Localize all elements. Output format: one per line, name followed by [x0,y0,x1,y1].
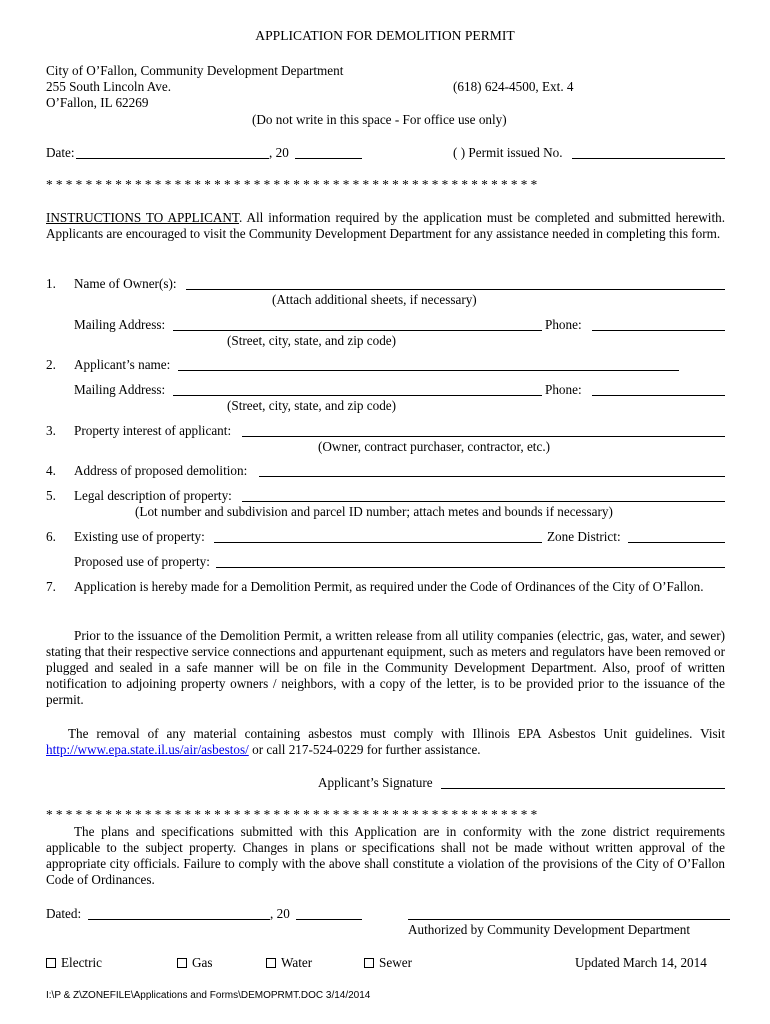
applicant-address-note: (Street, city, state, and zip code) [227,398,397,413]
checkbox-square-icon [266,958,276,968]
applicant-signature-field[interactable] [441,788,725,789]
proposed-use-field[interactable] [216,567,725,568]
checkbox-electric-label: Electric [61,955,102,970]
applicant-mailing-label: Mailing Address: [74,382,166,397]
owner-mailing-label: Mailing Address: [74,317,166,332]
demolition-address-label: Address of proposed demolition: [74,463,248,478]
legal-description-field[interactable] [242,501,725,502]
form-title: APPLICATION FOR DEMOLITION PERMIT [255,28,515,43]
applicant-signature-label: Applicant’s Signature [318,775,433,790]
org-name: City of O’Fallon, Community Development Department [46,63,344,78]
property-interest-label: Property interest of applicant: [74,423,232,438]
office-date-label: Date: [46,145,75,160]
checkbox-square-icon [46,958,56,968]
property-interest-note: (Owner, contract purchaser, contractor, etc.) [318,439,551,454]
item-1-number: 1. [46,276,56,291]
applicant-name-field[interactable] [178,370,679,371]
org-phone: (618) 624-4500, Ext. 4 [453,79,574,94]
separator-top: * * * * * * * * * * * * * * * * * * * * * * * * * * * * * * * * * * * * * * * * * * * * * * * * * * [46,177,538,192]
checkbox-water[interactable] [266,955,312,971]
office-year-field[interactable] [295,158,362,159]
org-city: O’Fallon, IL 62269 [46,95,149,110]
existing-use-label: Existing use of property: [74,529,205,544]
office-use-note: (Do not write in this space - For office use only) [252,112,507,127]
authorized-label: Authorized by Community Development Department [408,922,691,937]
instructions-paragraph [46,210,725,242]
application-statement: Application is hereby made for a Demolition Permit, as required under the Code of Ordinances of the City of O’Fallon. [74,579,704,594]
authorized-signature-field[interactable] [408,919,730,920]
zone-district-field[interactable] [628,542,725,543]
applicant-phone-label: Phone: [545,382,582,397]
dated-year-prefix: , 20 [270,906,290,921]
org-street: 255 South Lincoln Ave. [46,79,172,94]
checkbox-gas-label: Gas [192,955,213,970]
instructions-heading: INSTRUCTIONS TO APPLICANT [46,210,240,225]
permit-number-field[interactable] [572,158,725,159]
item-7-number: 7. [46,579,56,594]
asbestos-tail: or call 217-524-0229 for further assistance. [248,742,481,757]
separator-bottom: * * * * * * * * * * * * * * * * * * * * * * * * * * * * * * * * * * * * * * * * * * * * * * * * * * [46,807,538,822]
proposed-use-label: Proposed use of property: [74,554,210,569]
asbestos-paragraph [46,726,725,758]
legal-description-note: (Lot number and subdivision and parcel ID number; attach metes and bounds if necessary) [135,504,613,519]
dated-field[interactable] [88,919,270,920]
instructions-text: . All information required by the application must be completed and submitted herewith. Applicants are encouraged to visit the Community Development Department for any assistance needed in completing this form. [46,210,725,241]
item-5-number: 5. [46,488,56,503]
owner-note: (Attach additional sheets, if necessary) [272,292,477,307]
owner-phone-label: Phone: [545,317,582,332]
checkbox-gas[interactable] [177,955,213,971]
legal-description-label: Legal description of property: [74,488,232,503]
checkbox-water-label: Water [281,955,313,970]
item-2-number: 2. [46,357,56,372]
item-6-number: 6. [46,529,56,544]
checkbox-square-icon [177,958,187,968]
existing-use-field[interactable] [214,542,542,543]
asbestos-link[interactable]: http://www.epa.state.il.us/air/asbestos/ [46,742,249,757]
owner-address-note: (Street, city, state, and zip code) [227,333,397,348]
asbestos-text: The removal of any material containing asbestos must comply with Illinois EPA Asbestos Unit guidelines. Visit [68,726,725,741]
footer-file-path: I:\P & Z\ZONEFILE\Applications and Forms\DEMOPRMT.DOC 3/14/2014 [46,990,371,1001]
item-4-number: 4. [46,463,56,478]
applicant-phone-field[interactable] [592,395,725,396]
owner-name-field[interactable] [186,289,725,290]
conformity-paragraph: The plans and specifications submitted with this Application are in conformity with the zone district requirements applicable to the subject property. Changes in plans or specifications shall not be made without written approval of the appropriate city officials. Failure to comply with the above shall constitute a violation of the provisions of the City of O’Fallon Code of Ordinances. [46,824,725,887]
checkbox-electric[interactable] [46,955,102,971]
item-3-number: 3. [46,423,56,438]
zone-district-label: Zone District: [547,529,621,544]
checkbox-sewer-label: Sewer [379,955,412,970]
property-interest-field[interactable] [242,436,725,437]
owner-mailing-field[interactable] [173,330,542,331]
demolition-address-field[interactable] [259,476,725,477]
updated-date: Updated March 14, 2014 [575,955,707,970]
utility-release-paragraph: Prior to the issuance of the Demolition Permit, a written release from all utility companies (electric, gas, water, and sewer) stating that their respective service connections and appurtenant equipment, such as meters and regulators have been removed or plugged and sealed in a safe manner will be on file in the Community Development Department. Also, proof of written notification to adjoining property owners / neighbors, with a copy of the letter, is to be provided prior to the issuance of the permit. [46,628,725,707]
applicant-mailing-field[interactable] [173,395,542,396]
dated-year-field[interactable] [296,919,362,920]
office-year-prefix: , 20 [269,145,289,160]
dated-label: Dated: [46,906,82,921]
permit-issued-label: ( ) Permit issued No. [453,145,563,160]
checkbox-square-icon [364,958,374,968]
owner-label: Name of Owner(s): [74,276,177,291]
applicant-name-label: Applicant’s name: [74,357,171,372]
checkbox-sewer[interactable] [364,955,412,971]
owner-phone-field[interactable] [592,330,725,331]
office-date-field[interactable] [76,158,269,159]
